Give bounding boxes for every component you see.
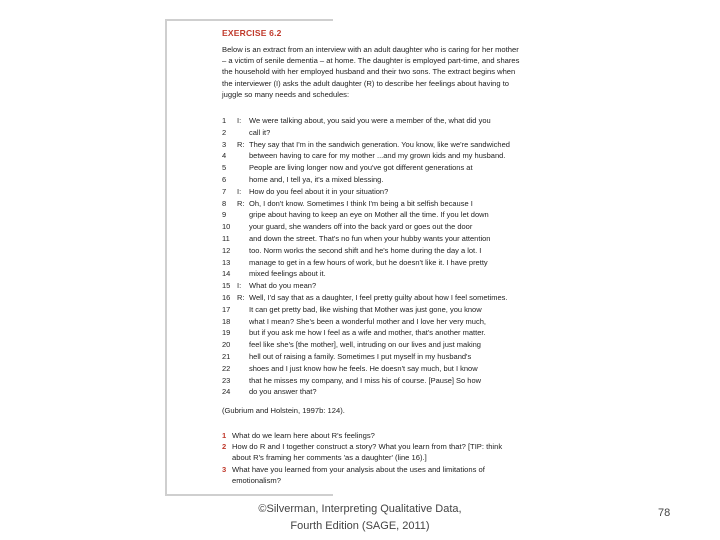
page-scan-border-bottom — [165, 494, 333, 496]
transcript-line — [222, 339, 522, 351]
line-text: mixed feelings about it. — [249, 269, 326, 279]
transcript-line — [222, 304, 522, 316]
speaker-label: I: — [237, 281, 242, 291]
transcript-line — [222, 233, 522, 245]
footer-line-1: ©Silverman, Interpreting Qualitative Data, — [258, 503, 462, 515]
question-item — [222, 441, 522, 463]
transcript-line — [222, 209, 522, 221]
transcript-line — [222, 316, 522, 328]
line-number: 6 — [222, 174, 227, 184]
line-number: 21 — [222, 351, 231, 361]
transcript-line — [222, 186, 522, 198]
line-text: gripe about having to keep an eye on Mother all the time. If you let down — [249, 210, 489, 220]
line-text: hell out of raising a family. Sometimes I put myself in my husband's — [249, 351, 472, 361]
line-text: How do you feel about it in your situation? — [249, 186, 389, 196]
speaker-label: I: — [237, 186, 242, 196]
transcript-line — [222, 375, 522, 387]
line-text: what I mean? She's been a wonderful mother and I love her very much, — [249, 316, 486, 326]
transcript-line — [222, 198, 522, 210]
line-number: 15 — [222, 281, 231, 291]
transcript-line — [222, 386, 522, 398]
line-number: 2 — [222, 127, 227, 137]
line-number: 14 — [222, 269, 231, 279]
line-text: Well, I'd say that as a daughter, I feel pretty guilty about how I feel sometimes. — [249, 292, 508, 302]
line-number: 8 — [222, 198, 227, 208]
question-item — [222, 430, 522, 441]
transcript-line — [222, 280, 522, 292]
line-number: 19 — [222, 328, 231, 338]
line-number: 20 — [222, 340, 231, 350]
transcript-line — [222, 174, 522, 186]
line-text: and down the street. That's no fun when your hubby wants your attention — [249, 233, 491, 243]
line-number: 13 — [222, 257, 231, 267]
transcript-line — [222, 115, 522, 127]
line-number: 16 — [222, 292, 231, 302]
exercise-sheet — [222, 28, 522, 493]
speaker-label: R: — [237, 139, 245, 149]
exercise-intro: Below is an extract from an interview with an adult daughter who is caring for her mother – a victim of senile dementia – at home. The daughter is employed part-time, and shares the household with her employed husband and their two sons. The extract begins when the interviewer (I) asks the adult daughter (R) to describe her feelings about having to juggle so many needs and schedules: — [222, 45, 520, 99]
transcript-line — [222, 363, 522, 375]
transcript-line — [222, 351, 522, 363]
speaker-label: R: — [237, 198, 245, 208]
question-number: 1 — [222, 431, 227, 440]
question-list — [222, 430, 522, 486]
line-text: call it? — [249, 127, 271, 137]
line-number: 12 — [222, 245, 231, 255]
line-text: that he misses my company, and I miss his of course. [Pause] So how — [249, 375, 482, 385]
transcript-line — [222, 139, 522, 151]
transcript-line — [222, 221, 522, 233]
line-number: 7 — [222, 186, 227, 196]
question-text: How do R and I together construct a story? What you learn from that? [TIP: think about R's framing her comments 'as a daughter' (line 16).] — [232, 442, 503, 463]
transcript-line — [222, 150, 522, 162]
transcript-line — [222, 327, 522, 339]
line-text: too. Norm works the second shift and he's home during the day a lot. I — [249, 245, 482, 255]
line-number: 24 — [222, 387, 231, 397]
line-text: do you answer that? — [249, 387, 317, 397]
transcript-line — [222, 292, 522, 304]
line-number: 17 — [222, 304, 231, 314]
line-number: 5 — [222, 163, 227, 173]
line-number: 18 — [222, 316, 231, 326]
line-text: They say that I'm in the sandwich generation. You know, like we're sandwiched — [249, 139, 510, 149]
line-text: We were talking about, you said you were a member of the, what did you — [249, 116, 491, 125]
line-text: your guard, she wanders off into the back yard or goes out the door — [249, 222, 473, 232]
line-number: 10 — [222, 222, 231, 232]
question-text: What do we learn here about R's feelings? — [232, 431, 375, 440]
page-number: 78 — [658, 507, 671, 519]
transcript-line — [222, 127, 522, 139]
line-number: 22 — [222, 363, 231, 373]
transcript-line — [222, 162, 522, 174]
speaker-label: I: — [237, 116, 242, 125]
slide-footer — [230, 501, 490, 535]
line-number: 1 — [222, 116, 227, 125]
line-number: 4 — [222, 151, 227, 161]
footer-line-2: Fourth Edition (SAGE, 2011) — [290, 520, 430, 532]
line-text: but if you ask me how I feel as a wife and mother, that's another matter. — [249, 328, 486, 338]
page-scan-border-left — [165, 19, 167, 496]
question-item — [222, 464, 522, 486]
line-text: Oh, I don't know. Sometimes I think I'm being a bit selfish because I — [249, 198, 473, 208]
exercise-title: EXERCISE 6.2 — [222, 28, 282, 38]
line-number: 9 — [222, 210, 227, 220]
line-text: What do you mean? — [249, 281, 317, 291]
line-number: 23 — [222, 375, 231, 385]
line-number: 11 — [222, 233, 230, 243]
line-text: manage to get in a few hours of work, but he doesn't like it. I have pretty — [249, 257, 488, 267]
line-text: It can get pretty bad, like wishing that Mother was just gone, you know — [249, 304, 482, 314]
citation: (Gubrium and Holstein, 1997b: 124). — [222, 406, 345, 415]
transcript — [222, 115, 522, 398]
line-text: shoes and I just know how he feels. He doesn't say much, but I know — [249, 363, 478, 373]
page-scan-border-top — [165, 19, 333, 21]
line-number: 3 — [222, 139, 227, 149]
line-text: home and, I tell ya, it's a mixed blessing. — [249, 174, 384, 184]
speaker-label: R: — [237, 292, 245, 302]
transcript-line — [222, 257, 522, 269]
transcript-line — [222, 245, 522, 257]
question-text: What have you learned from your analysis about the uses and limitations of emotionalism? — [232, 464, 485, 485]
question-number: 3 — [222, 464, 227, 474]
question-number: 2 — [222, 442, 227, 452]
line-text: feel like she's [the mother], well, intruding on our lives and just making — [249, 340, 481, 350]
line-text: People are living longer now and you've got different generations at — [249, 163, 473, 173]
transcript-line — [222, 268, 522, 280]
line-text: between having to care for my mother ...and my grown kids and my husband. — [249, 151, 506, 161]
